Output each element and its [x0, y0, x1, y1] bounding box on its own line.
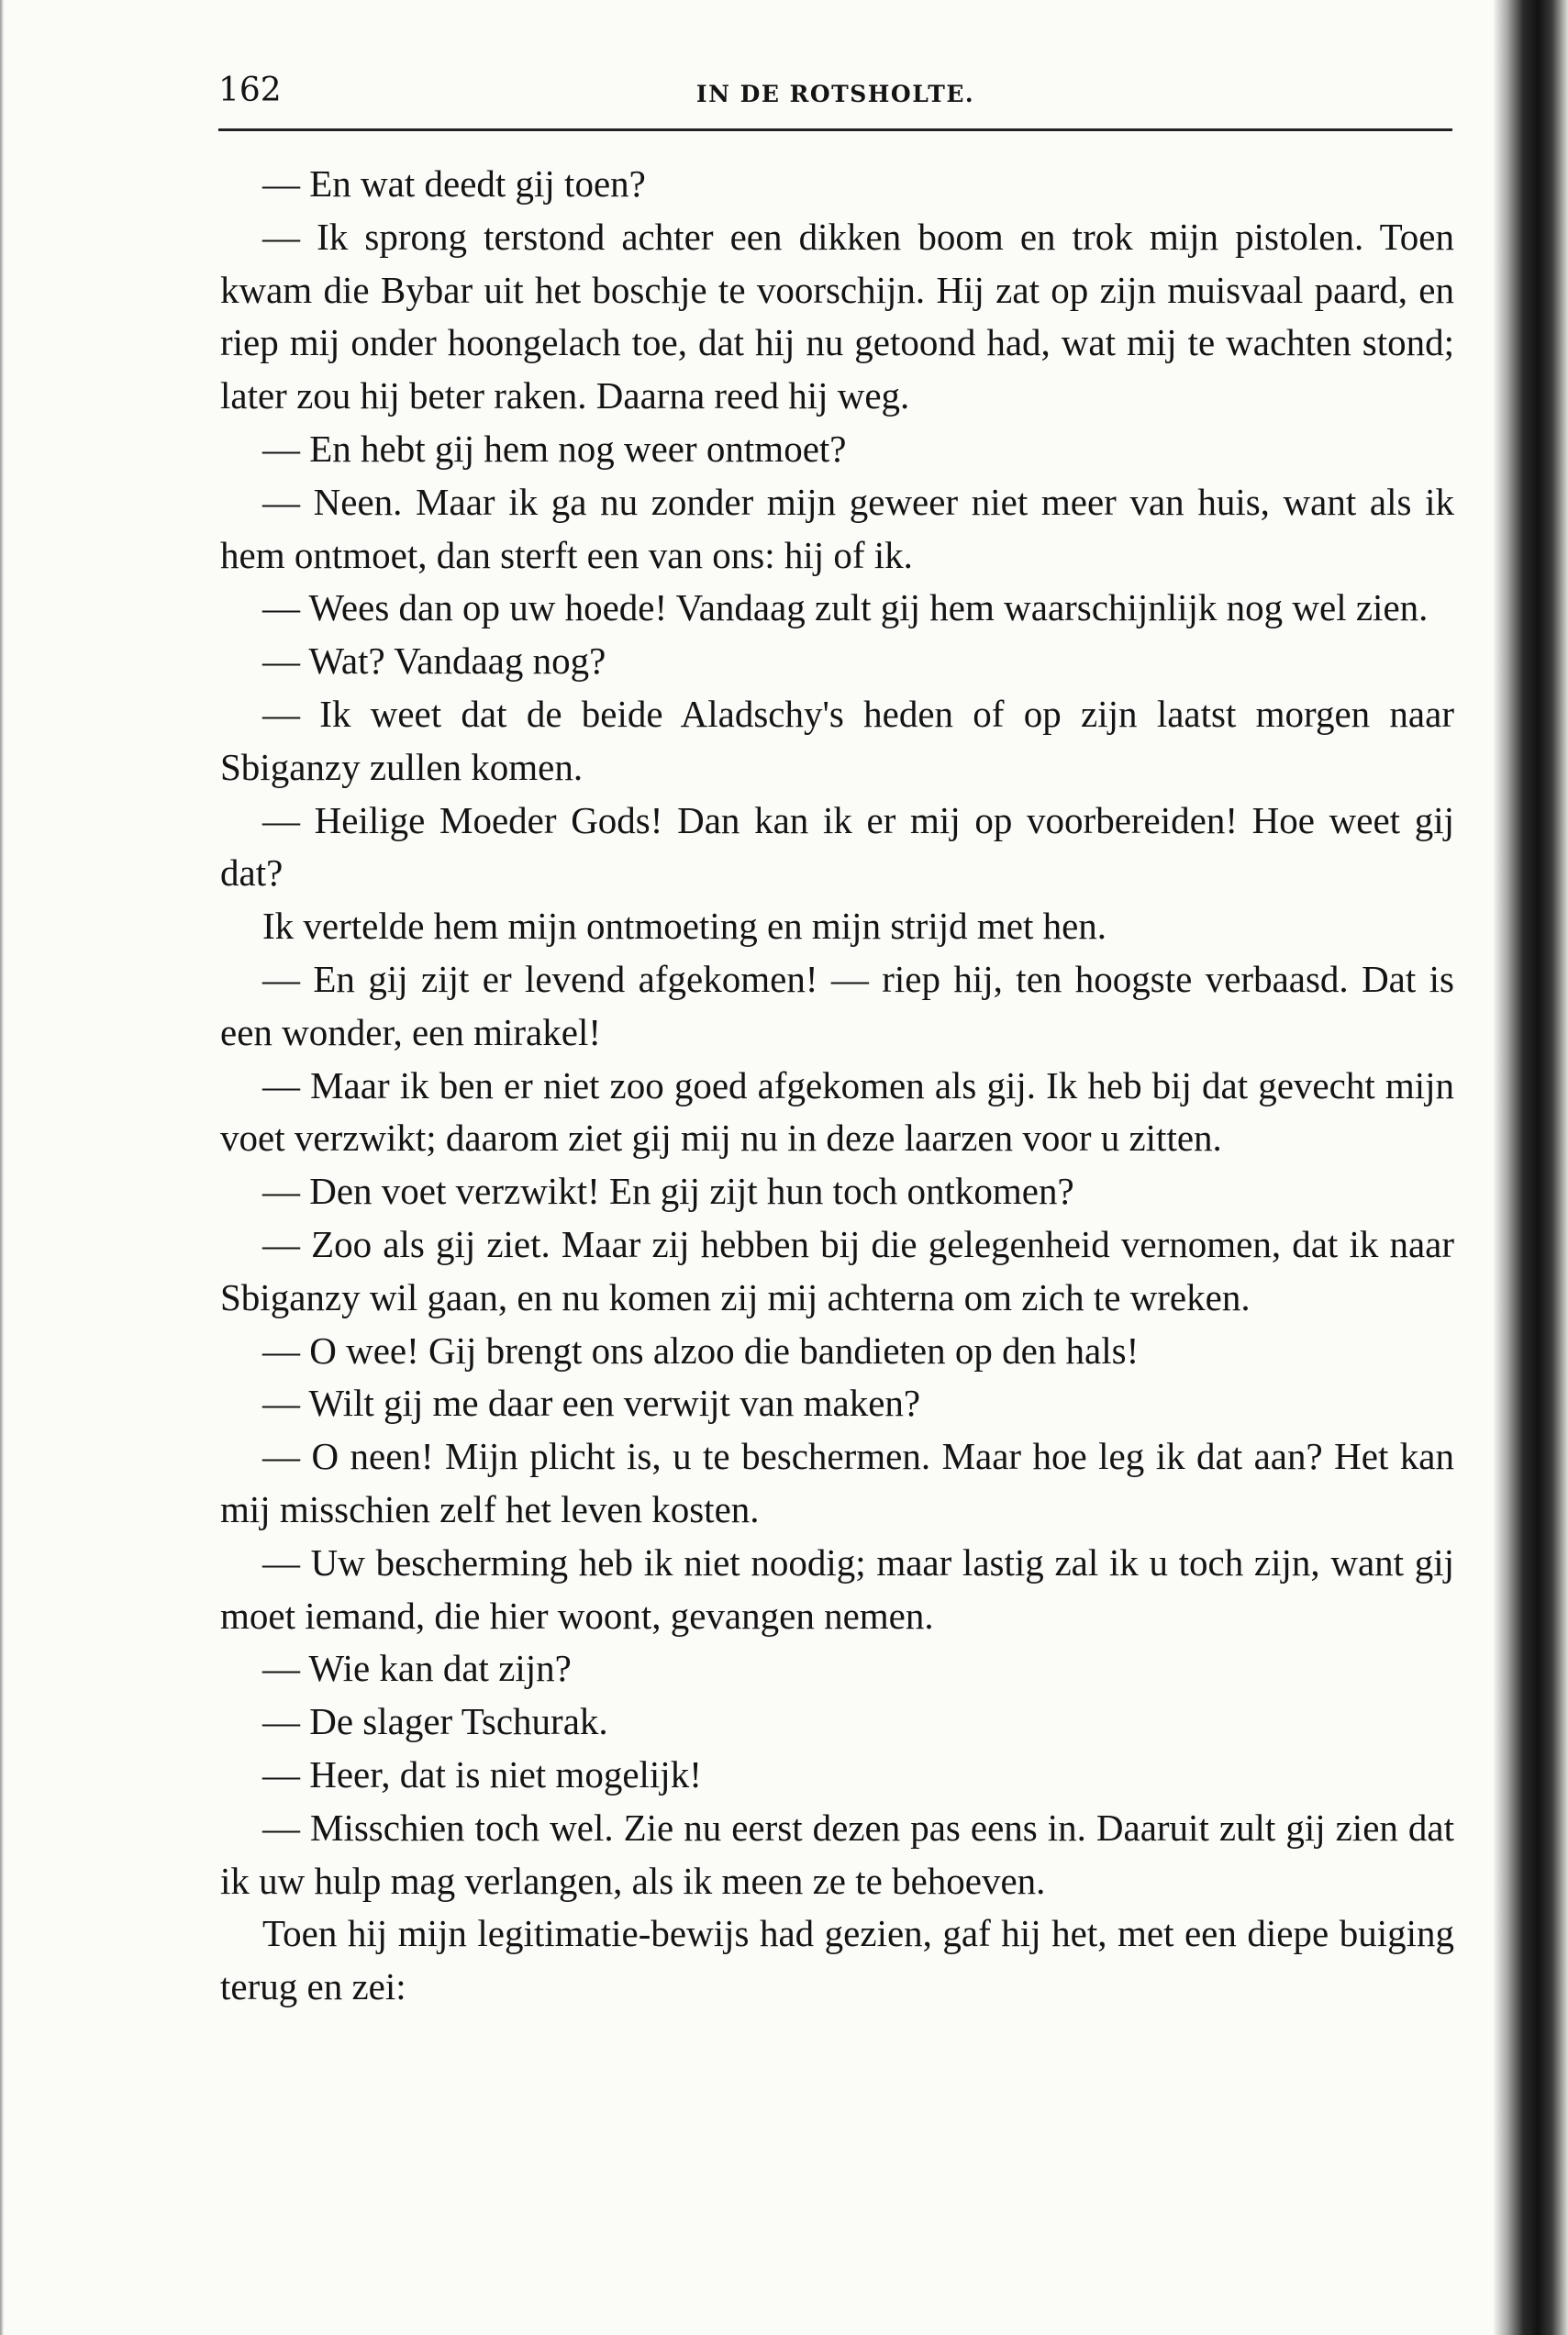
paragraph: — De slager Tschurak.: [262, 1700, 608, 1743]
paragraph: — En wat deedt gij toen?: [262, 162, 646, 205]
page-header: [218, 72, 1452, 136]
paragraph: Toen hij mijn legitimatie-bewijs had gezien, gaf hij het, met een diepe buiging terug en zei:: [220, 1912, 1454, 2008]
paragraph: — Den voet verzwikt! En gij zijt hun toch ontkomen?: [262, 1170, 1074, 1213]
paragraph: — Ik weet dat de beide Aladschy's heden of op zijn laatst morgen naar Sbiganzy zullen komen.: [220, 692, 1454, 788]
paragraph: — En gij zijt er levend afgekomen! — riep hij, ten hoogste verbaasd. Dat is een wonder, een mirakel!: [220, 957, 1454, 1053]
paragraph: — Wat? Vandaag nog?: [262, 639, 606, 683]
paragraph: — Heer, dat is niet mogelijk!: [262, 1752, 702, 1796]
paragraph: — Maar ik ben er niet zoo goed afgekomen als gij. Ik heb bij dat gevecht mijn voet verzwikt; daarom ziet gij mij nu in deze laarzen voor u zitten.: [220, 1063, 1454, 1160]
paragraph: — En hebt gij hem nog weer ontmoet?: [262, 427, 847, 470]
paragraph: — Neen. Maar ik ga nu zonder mijn geweer niet meer van huis, want als ik hem ontmoet, dan sterft een van ons: hij of ik.: [220, 480, 1454, 576]
paragraph: — O neen! Mijn plicht is, u te beschermen. Maar hoe leg ik dat aan? Het kan mij misschien zelf het leven kosten.: [220, 1435, 1454, 1530]
paragraph: — Wees dan op uw hoede! Vandaag zult gij hem waarschijnlijk nog wel zien.: [262, 586, 1429, 629]
paragraph: — Misschien toch wel. Zie nu eerst dezen pas eens in. Daaruit zult gij zien dat ik uw hulp mag verlangen, als ik meen ze te behoeven.: [220, 1806, 1454, 1902]
running-head: IN DE ROTSHOLTE.: [695, 81, 975, 107]
page-edge: [0, 0, 4, 2335]
paragraph: — O wee! Gij brengt ons alzoo die bandieten op den hals!: [262, 1329, 1140, 1372]
paragraph: — Zoo als gij ziet. Maar zij hebben bij die gelegenheid vernomen, dat ik naar Sbiganzy wil gaan, en nu komen zij mij achterna om zich te wreken.: [220, 1222, 1454, 1318]
body-text: [220, 158, 1454, 2014]
paragraph: Ik vertelde hem mijn ontmoeting en mijn strijd met hen.: [262, 905, 1107, 948]
paragraph: — Ik sprong terstond achter een dikken boom en trok mijn pistolen. Toen kwam die Bybar uit het boschje te voorschijn. Hij zat op zijn muisvaal paard, en riep mij onder hoongelach toe, dat hij nu getoond had, wat mij te wachten stond; later zou hij beter raken. Daarna reed hij weg.: [220, 215, 1454, 417]
paragraph: — Heilige Moeder Gods! Dan kan ik er mij op voorbereiden! Hoe weet gij dat?: [220, 798, 1454, 895]
paragraph: — Wilt gij me daar een verwijt van maken?: [262, 1382, 921, 1425]
page-number: 162: [218, 72, 282, 109]
paragraph: — Uw bescherming heb ik niet noodig; maar lastig zal ik u toch zijn, want gij moet iemand, die hier woont, gevangen nemen.: [220, 1540, 1454, 1637]
binding-shadow: [1494, 0, 1568, 2335]
header-rule: [218, 128, 1452, 131]
paragraph: — Wie kan dat zijn?: [262, 1647, 572, 1690]
